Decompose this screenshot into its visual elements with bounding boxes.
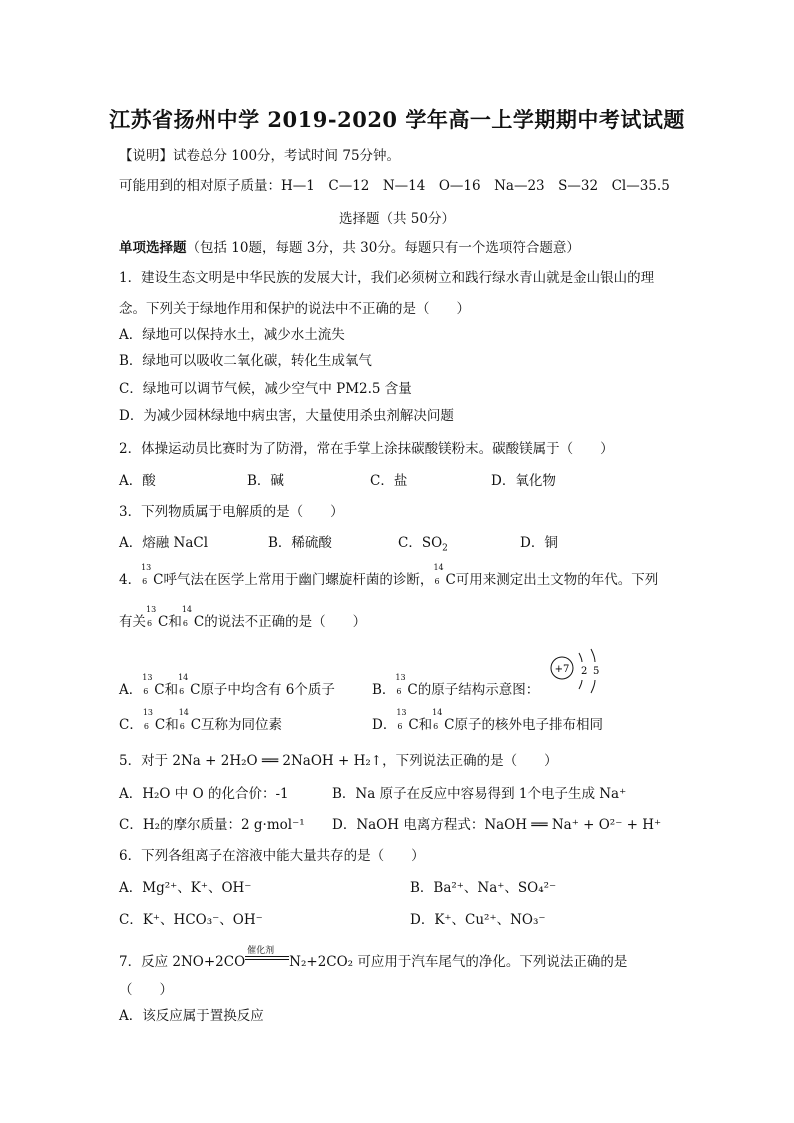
equation-double-line	[245, 956, 289, 960]
q5-option-d: D．NaOH 电离方程式：NaOH ══ Na⁺ + O²⁻ + H⁺	[332, 817, 662, 833]
section-heading: 选择题（共 50分）	[339, 211, 455, 227]
part-desc: （包括 10题，每题 3分，共 30分。每题只有一个选项符合题意）	[186, 240, 580, 256]
q4-text-3: 有关	[119, 614, 146, 630]
atomic-number: 6	[396, 687, 402, 696]
mass-number: 14	[432, 708, 443, 717]
element-symbol: C	[444, 717, 455, 733]
q3-option-c-subscript: 2	[442, 543, 448, 554]
q2-option-c: C．盐	[370, 473, 408, 489]
q7-stem	[119, 948, 627, 971]
mass-number: 14	[178, 673, 189, 682]
q4-stem-line1	[119, 563, 659, 589]
q4-a-mid: 和	[164, 682, 179, 698]
mass-number: 13	[146, 605, 157, 614]
q2-option-d: D．氧化物	[491, 473, 556, 489]
q1-stem-line2: 念。下列关于绿地作用和保护的说法中不正确的是（ ）	[119, 301, 470, 317]
q6-option-b: B．Ba²⁺、Na⁺、SO₄²⁻	[410, 880, 557, 896]
q1-option-c: C．绿地可以调节气候，减少空气中 PM2.5 含量	[119, 381, 412, 397]
mass-number: 13	[396, 708, 407, 717]
atomic-number: 6	[142, 577, 148, 586]
q3-option-a: A．熔融 NaCl	[119, 535, 209, 551]
isotope-c13	[396, 708, 408, 731]
mass-number: 14	[178, 708, 189, 717]
part-label: 单项选择题	[119, 240, 187, 256]
isotope-c14	[178, 708, 191, 731]
mass-number: 14	[433, 563, 444, 572]
option-letter: D．	[372, 717, 397, 733]
q4-c-post: 互称为同位素	[201, 717, 283, 733]
nucleus-charge: +7	[554, 664, 570, 675]
isotope-c13	[142, 708, 155, 731]
isotope-c13	[395, 673, 407, 696]
isotope-c14	[181, 605, 194, 628]
mass-number: 13	[141, 563, 152, 572]
element-symbol: C	[154, 717, 166, 733]
q6-option-a: A．Mg²⁺、K⁺、OH⁻	[119, 880, 252, 896]
q7-paren: （ ）	[119, 982, 173, 998]
option-letter: A．	[119, 682, 143, 698]
element-symbol: C	[154, 682, 165, 698]
q4-b-post: 的原子结构示意图：	[417, 682, 540, 698]
atomic-number: 6	[179, 722, 185, 731]
q4-c-mid: 和	[165, 717, 179, 733]
q6-option-c: C．K⁺、HCO₃⁻、OH⁻	[119, 912, 263, 928]
q3-option-c	[398, 534, 448, 558]
part-heading	[119, 239, 580, 257]
element-symbol: C	[408, 717, 419, 733]
q4-text-5: 的说法不正确的是（ ）	[204, 614, 367, 630]
q6-stem: 6．下列各组离子在溶液中能大量共存的是（ ）	[119, 848, 425, 864]
q7-stem-post: N₂+2CO₂ 可应用于汽车尾气的净化。下列说法正确的是	[289, 954, 628, 970]
q4-text-1: 呼气法在医学上常用于幽门螺旋杆菌的诊断，	[163, 572, 434, 588]
shell-arc-1-top	[579, 653, 582, 662]
isotope-c14	[178, 673, 190, 696]
catalyst-arrow	[245, 948, 289, 966]
element-symbol: C	[407, 682, 418, 698]
q2-stem: 2．体操运动员比赛时为了防滑，常在手掌上涂抹碳酸镁粉末。碳酸镁属于（ ）	[119, 441, 614, 457]
q7-option-a: A．该反应属于置换反应	[119, 1008, 264, 1024]
isotope-c13	[142, 673, 154, 696]
element-symbol: C	[190, 682, 201, 698]
atomic-number: 6	[179, 687, 185, 696]
element-symbol: C	[158, 614, 169, 630]
atomic-masses: 可能用到的相对原子质量：H—1 C—12 N—14 O—16 Na—23 S—32 Cl—35.5	[119, 178, 670, 194]
element-symbol: C	[153, 572, 164, 588]
mass-number: 14	[181, 605, 193, 614]
q4-a-post: 原子中均含有 6个质子	[200, 682, 335, 698]
shell-arc-2-bottom	[591, 680, 595, 693]
exam-note: 【说明】试卷总分 100分，考试时间 75分钟。	[119, 148, 401, 164]
element-symbol: C	[193, 614, 205, 630]
shell-arc-1-bottom	[579, 680, 582, 689]
q3-stem: 3．下列物质属于电解质的是（ ）	[119, 504, 344, 520]
q7-stem-pre: 7．反应 2NO+2CO	[119, 954, 246, 970]
q3-option-d: D．铜	[520, 535, 558, 551]
shell-2-electrons: 5	[593, 666, 600, 677]
q4-text-4: 和	[168, 614, 182, 630]
q4-d-mid: 和	[418, 717, 433, 733]
q6-option-d: D．K⁺、Cu²⁺、NO₃⁻	[410, 912, 546, 928]
option-letter: C．	[119, 717, 143, 733]
element-symbol: C	[190, 717, 202, 733]
catalyst-label: 催化剂	[247, 946, 275, 956]
q1-stem-line1: 1．建设生态文明是中华民族的发展大计，我们必须树立和践行绿水青山就是金山银山的理	[119, 270, 655, 286]
q1-option-d: D．为减少园林绿地中病虫害，大量使用杀虫剂解决问题	[119, 408, 454, 424]
page-title: 江苏省扬州中学 2019-2020 学年高一上学期期中考试试题	[109, 107, 685, 132]
atom-structure-diagram	[545, 645, 605, 695]
atomic-number: 6	[434, 577, 440, 586]
atomic-number: 6	[397, 722, 403, 731]
q4-option-d	[372, 708, 604, 734]
shell-arc-2-top	[591, 649, 595, 662]
isotope-c13	[141, 563, 153, 586]
mass-number: 13	[395, 673, 406, 682]
option-letter: B．	[372, 682, 396, 698]
isotope-c14	[432, 708, 444, 731]
q4-option-a	[119, 673, 335, 699]
q3-option-b: B．稀硫酸	[268, 535, 332, 551]
q4-d-post: 原子的核外电子排布相同	[454, 717, 604, 733]
q2-option-a: A．酸	[119, 473, 156, 489]
q5-option-a: A．H₂O 中 O 的化合价：-1	[119, 786, 289, 802]
q4-text-2: 可用来测定出土文物的年代。下列	[455, 572, 659, 588]
atomic-number: 6	[433, 722, 439, 731]
atomic-number: 6	[143, 687, 149, 696]
mass-number: 13	[142, 708, 154, 717]
isotope-c13	[146, 605, 158, 628]
q5-option-b: B．Na 原子在反应中容易得到 1个电子生成 Na⁺	[332, 786, 627, 802]
atomic-number: 6	[182, 619, 188, 628]
mass-number: 13	[142, 673, 153, 682]
q4-number: 4．	[119, 572, 142, 588]
element-symbol: C	[445, 572, 456, 588]
shell-1-electrons: 2	[581, 666, 588, 677]
q1-option-a: A．绿地可以保持水土，减少水土流失	[119, 327, 345, 343]
atomic-number: 6	[143, 722, 149, 731]
q2-option-b: B．碱	[247, 473, 284, 489]
q5-option-c: C．H₂的摩尔质量：2 g·mol⁻¹	[119, 817, 305, 833]
q3-option-c-text: C．SO	[398, 535, 443, 551]
q4-stem-line2	[119, 605, 367, 631]
q5-stem: 5．对于 2Na + 2H₂O ══ 2NaOH + H₂↑，下列说法正确的是（ ）	[119, 753, 558, 769]
q1-option-b: B．绿地可以吸收二氧化碳，转化生成氧气	[119, 353, 372, 369]
q4-option-b	[372, 673, 540, 699]
atomic-number: 6	[147, 619, 153, 628]
isotope-c14	[433, 563, 445, 586]
q4-option-c	[119, 708, 283, 734]
